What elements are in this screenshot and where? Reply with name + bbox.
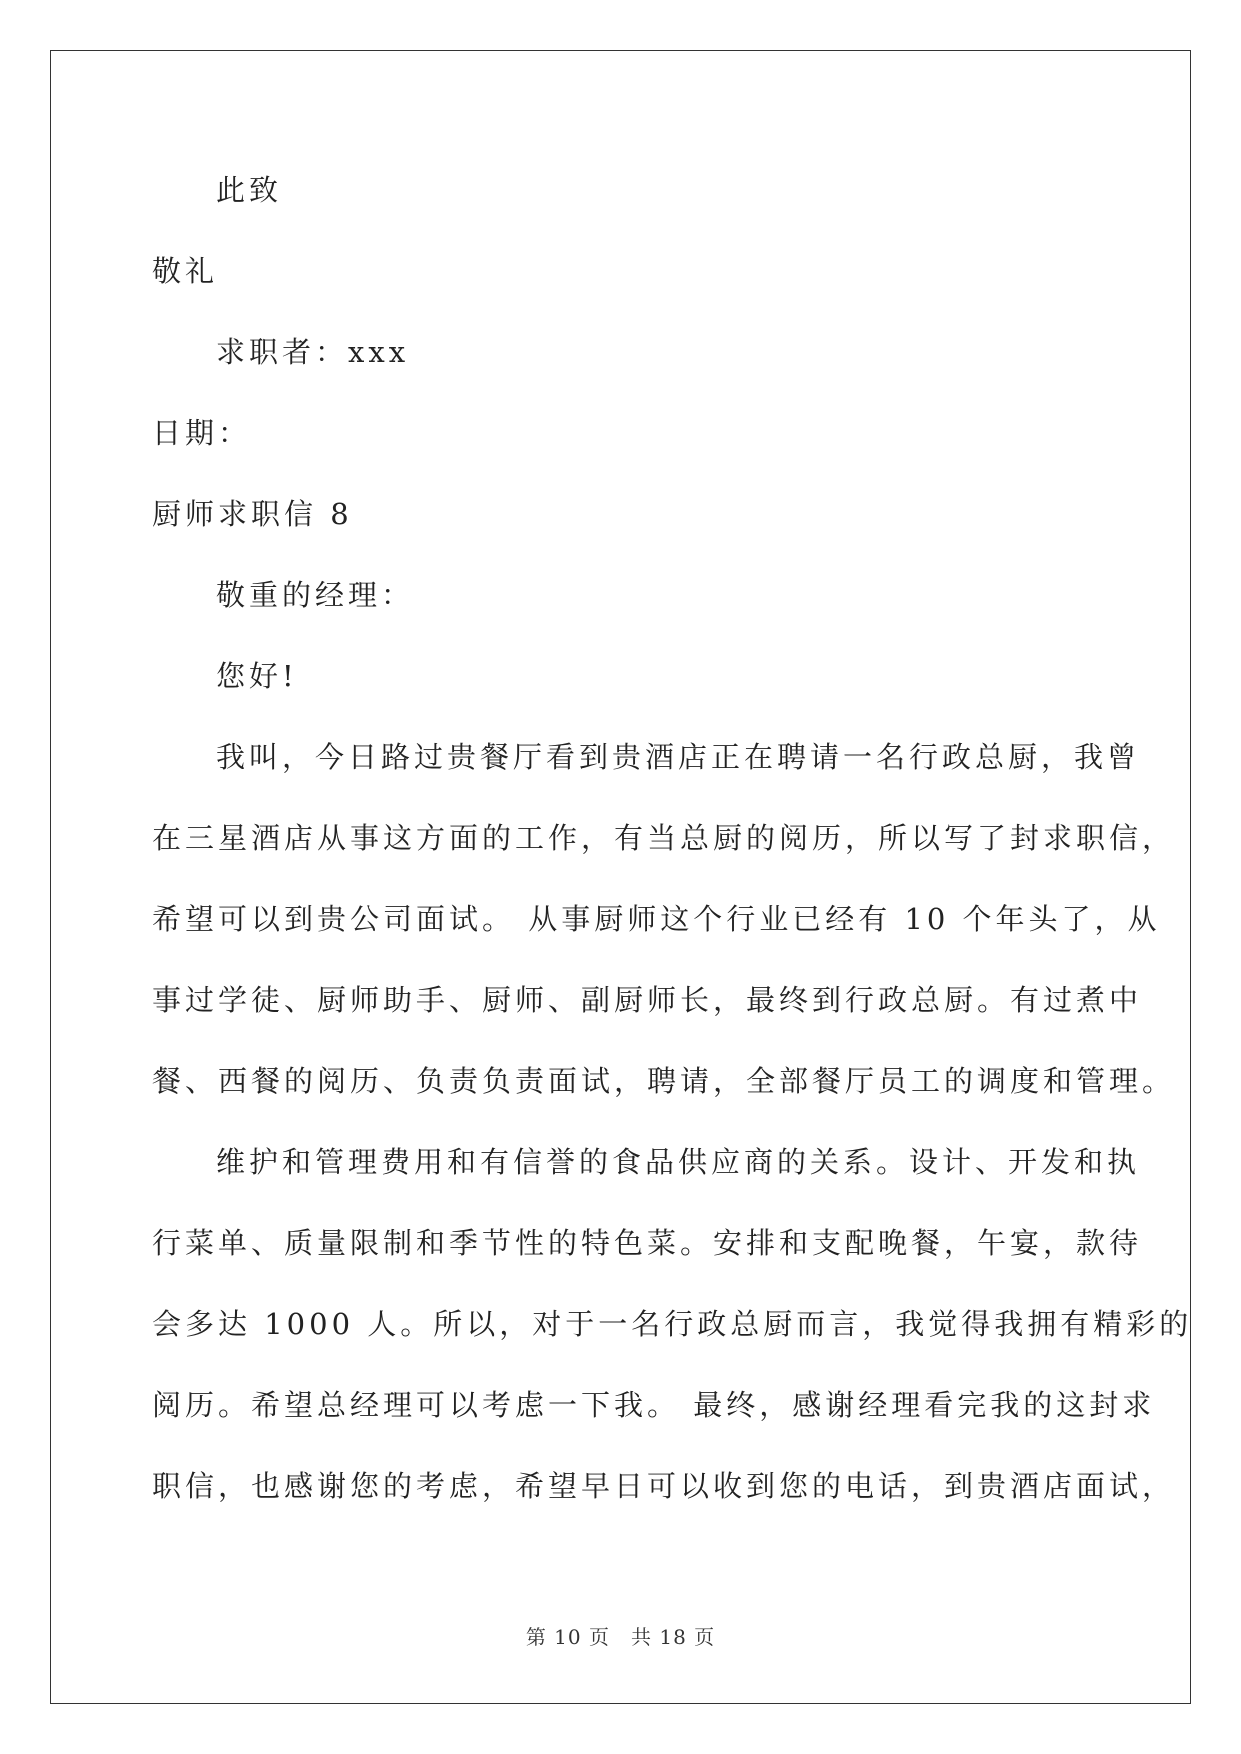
hello-text: 您好! xyxy=(216,659,298,693)
page-number-footer: 第 10 页 共 18 页 xyxy=(525,1625,716,1649)
closing-text: 此致 xyxy=(216,173,283,207)
body-line: 会多达 1000 人。所以，对于一名行政总厨而言，我觉得我拥有精彩的 xyxy=(152,1307,1193,1341)
salutation-close-text: 敬礼 xyxy=(152,254,219,288)
signer-text: 求职者：xxx xyxy=(216,335,410,369)
body-line: 行菜单、质量限制和季节性的特色菜。安排和支配晚餐，午宴，款待 xyxy=(152,1226,1143,1260)
body-line: 维护和管理费用和有信誉的食品供应商的关系。设计、开发和执 xyxy=(216,1145,1141,1179)
body-line: 事过学徒、厨师助手、厨师、副厨师长，最终到行政总厨。有过煮中 xyxy=(152,983,1143,1017)
greeting-text: 敬重的经理： xyxy=(216,578,415,612)
date-text: 日期： xyxy=(152,416,252,450)
body-line: 希望可以到贵公司面试。 从事厨师这个行业已经有 10 个年头了，从 xyxy=(152,902,1161,936)
body-line: 在三星酒店从事这方面的工作，有当总厨的阅历，所以写了封求职信， xyxy=(152,821,1176,855)
page-border xyxy=(50,50,1191,1704)
letter-title: 厨师求职信 8 xyxy=(152,497,353,531)
body-line: 餐、西餐的阅历、负责负责面试，聘请，全部餐厅员工的调度和管理。 xyxy=(152,1064,1176,1098)
body-line: 我叫，今日路过贵餐厅看到贵酒店正在聘请一名行政总厨，我曾 xyxy=(216,740,1141,774)
body-line: 阅历。希望总经理可以考虑一下我。 最终，感谢经理看完我的这封求 xyxy=(152,1388,1156,1422)
body-line: 职信，也感谢您的考虑，希望早日可以收到您的电话，到贵酒店面试， xyxy=(152,1469,1176,1503)
